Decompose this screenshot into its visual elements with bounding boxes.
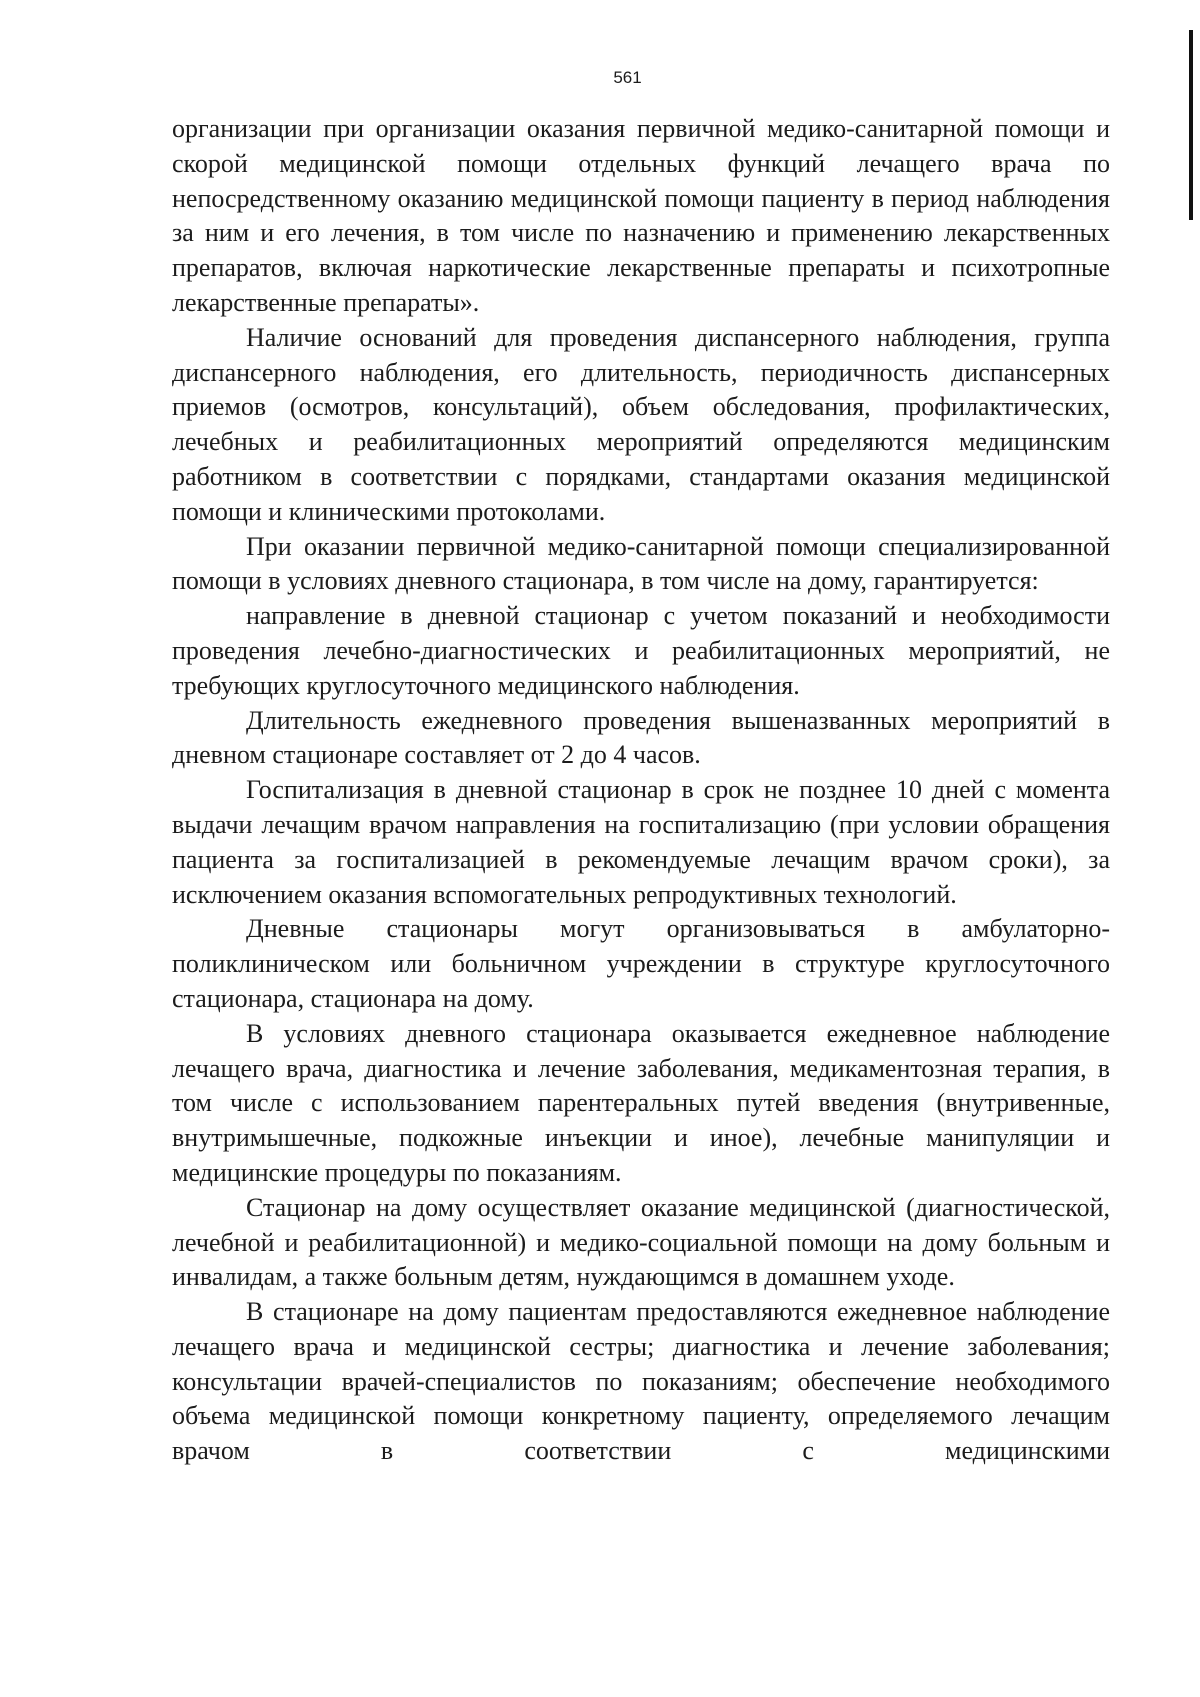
page-number: 561 — [613, 68, 642, 87]
paragraph-dispensary-observation: Наличие оснований для проведения диспансерного наблюдения, группа диспансерного наблюдения, его длительность, периодичность диспансерных приемов (осмотров, консультаций), объем обследования, профилактических, лечебных и реабилитационных мероприятий определяются медицинским работником в соответствии с порядками, стандартами оказания медицинской помощи и клиническими протоколами. — [172, 322, 1110, 526]
paragraph-day-hospital-guarantee: При оказании первичной медико-санитарной помощи специализированной помощи в условиях дневного стационара, в том числе на дому, гарантируется: — [172, 531, 1110, 596]
paragraph-continuation: организации при организации оказания первичной медико-санитарной помощи и скорой медицинской помощи отдельных функций лечащего врача по непосредственному оказанию медицинской помощи пациенту в период наблюдения за ним и его лечения, в том числе по назначению и применению лекарственных препаратов, включая наркотические лекарственные препараты и психотропные лекарственные препараты». — [172, 114, 1110, 317]
paragraph-referral: направление в дневной стационар с учетом показаний и необходимости проведения лечебно-диагностических и реабилитационных мероприятий, не требующих круглосуточного медицинского наблюдения. — [172, 601, 1110, 700]
paragraph-home-hospital-services: В стационаре на дому пациентам предоставляются ежедневное наблюдение лечащего врача и медицинской сестры; диагностика и лечение заболевания; консультации врачей-специалистов по показаниям; обеспечение необходимого объема медицинской помощи конкретному пациенту, определяемого лечащим врачом в соответствии с медицинскими — [172, 1297, 1110, 1466]
paragraph-home-hospital: Стационар на дому осуществляет оказание медицинской (диагностической, лечебной и реабилитационной) и медико-социальной помощи на дому больным и инвалидам, а также больным детям, нуждающимся в домашнем уходе. — [172, 1192, 1110, 1292]
document-body — [172, 112, 1110, 1469]
paragraph-day-hospital-services: В условиях дневного стационара оказывается ежедневное наблюдение лечащего врача, диагностика и лечение заболевания, медикаментозная терапия, в том числе с использованием парентеральных путей введения (внутривенные, внутримышечные, подкожные инъекции и иное), лечебные манипуляции и медицинские процедуры по показаниям. — [172, 1018, 1110, 1187]
paragraph-hospitalization-term: Госпитализация в дневной стационар в срок не позднее 10 дней с момента выдачи лечащим врачом направления на госпитализацию (при условии обращения пациента за госпитализацией в рекомендуемые лечащим врачом сроки), за исключением оказания вспомогательных репродуктивных технологий. — [172, 775, 1110, 909]
paragraph-day-hospital-organization: Дневные стационары могут организовываться в амбулаторно-поликлиническом или больничном учреждении в структуре круглосуточного стационара, стационара на дому. — [172, 914, 1110, 1013]
scan-edge-line — [1189, 30, 1193, 220]
paragraph-duration: Длительность ежедневного проведения вышеназванных мероприятий в дневном стационаре составляет от 2 до 4 часов. — [172, 705, 1110, 770]
